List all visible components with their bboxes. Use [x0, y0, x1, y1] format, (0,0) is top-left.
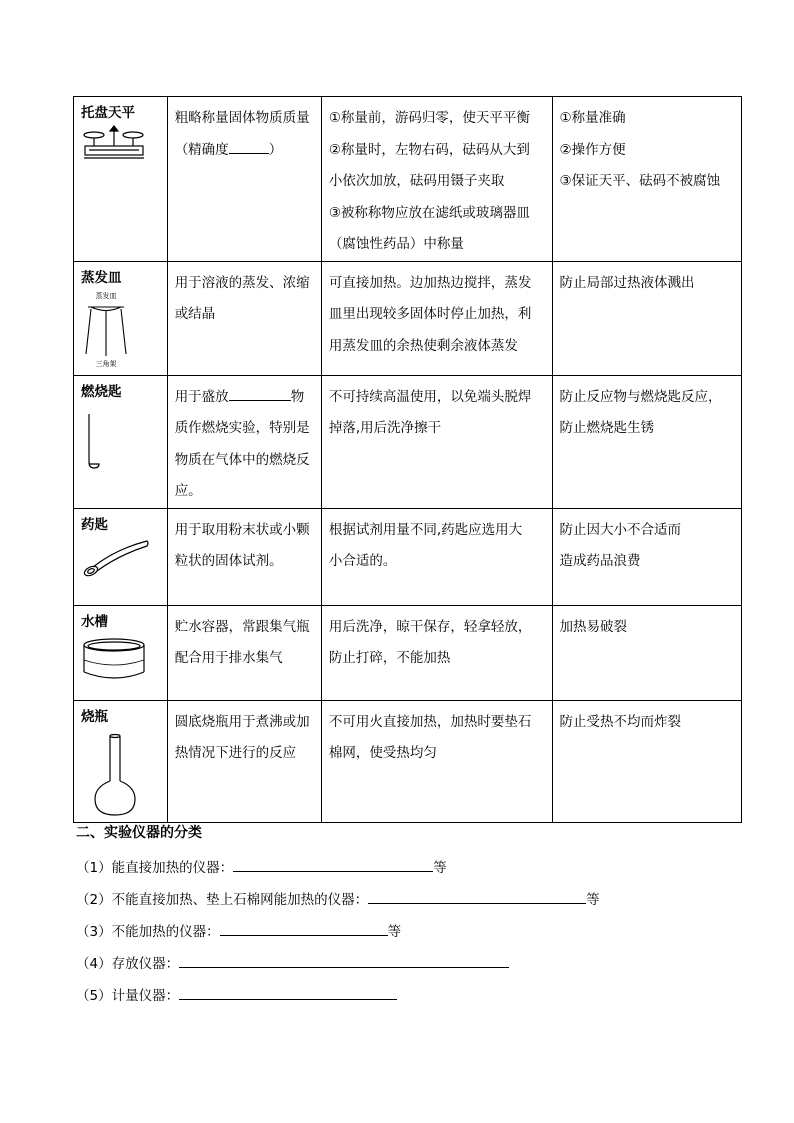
table-row: [74, 261, 742, 375]
notes-cell: [321, 375, 552, 508]
use-text: 或结晶: [174, 306, 216, 322]
item-suffix: 等: [387, 924, 402, 940]
classification-item: [76, 952, 509, 972]
reason-text: 防止燃烧匙生锈: [559, 420, 655, 436]
combustion-spoon-illustration: [81, 412, 111, 472]
use-text: （精确度 ）: [175, 135, 314, 167]
use-text: 应。: [174, 483, 202, 499]
answer-blank[interactable]: [179, 987, 397, 1000]
table-row: [74, 700, 742, 822]
use-text: 贮水容器，常跟集气瓶: [174, 618, 310, 635]
classification-item: [76, 888, 600, 908]
note-text: 防止打碎，不能加热: [328, 650, 451, 666]
note-text: 小依次加放，砝码用镊子夹取: [328, 173, 505, 189]
water-trough-illustration: [81, 636, 147, 682]
use-cell: [167, 605, 321, 700]
reason-text: 防止因大小不合适而: [559, 521, 682, 538]
instrument-name: 烧瓶: [81, 708, 108, 725]
use-cell: [167, 375, 321, 508]
use-text: 粗略称量固体物质质量: [174, 110, 310, 126]
balance-illustration: [81, 125, 147, 161]
note-text: 用蒸发皿的余热使剩余液体蒸发: [328, 337, 518, 354]
dish-label: 蒸发皿: [95, 291, 117, 300]
flask-illustration: [81, 733, 141, 817]
table-row: [74, 97, 742, 262]
note-text: 根据试剂用量不同,药匙应选用大: [328, 521, 523, 538]
reason-cell: [552, 375, 741, 508]
table-row: [74, 508, 742, 605]
note-text: 棉网，使受热均匀: [328, 745, 437, 761]
reason-text: 加热易破裂: [559, 618, 628, 635]
note-text: ①称量前，游码归零，使天平平衡: [328, 110, 530, 126]
note-text: 掉落,用后洗净擦干: [328, 420, 442, 436]
instrument-cell: [74, 97, 168, 262]
use-text: 配合用于排水集气: [174, 650, 283, 666]
answer-blank[interactable]: [229, 386, 291, 401]
item-label: （3）不能加热的仪器：: [76, 924, 220, 940]
note-text: 可直接加热。边加热边搅拌，蒸发: [328, 274, 532, 291]
reason-cell: [552, 97, 741, 262]
table-row: [74, 605, 742, 700]
item-suffix: 等: [433, 860, 447, 876]
evaporating-dish-illustration: [81, 290, 131, 368]
notes-cell: [321, 605, 552, 700]
instrument-cell: [74, 375, 168, 508]
note-text: （腐蚀性药品）中称量: [328, 236, 464, 252]
note-text: 不可用火直接加热，加热时要垫石: [328, 713, 532, 730]
classification-item: [76, 984, 397, 1004]
note-text: ②称量时，左物右码，砝码从大到: [328, 141, 530, 158]
use-text: 圆底烧瓶用于煮沸或加: [174, 713, 310, 730]
item-label: （4）存放仪器：: [76, 956, 180, 972]
notes-cell: [321, 700, 552, 822]
use-text: 用于取用粉末状或小颗: [174, 521, 310, 538]
item-suffix: 等: [586, 892, 600, 908]
note-text: 用后洗净，晾干保存，轻拿轻放，: [328, 618, 532, 635]
reason-text: 造成药品浪费: [559, 553, 641, 569]
reason-cell: [552, 605, 741, 700]
instrument-name: 水槽: [81, 613, 108, 630]
item-label: （1）能直接加热的仪器：: [76, 860, 234, 876]
instrument-cell: [74, 700, 168, 822]
reason-text: 防止局部过热液体溅出: [559, 274, 695, 291]
use-text: 热情况下进行的反应: [174, 745, 297, 761]
reason-cell: [552, 261, 741, 375]
table-row: [74, 375, 742, 508]
instrument-cell: [74, 605, 168, 700]
note-text: 不可持续高温使用，以免端头脱焊: [328, 388, 532, 405]
answer-blank[interactable]: [368, 891, 586, 904]
classification-item: [76, 856, 447, 876]
classification-item: [76, 920, 401, 940]
note-text: ③被称称物应放在滤纸或玻璃器皿: [328, 204, 530, 221]
reason-text: 防止反应物与燃烧匙反应，: [559, 388, 722, 405]
answer-blank[interactable]: [233, 859, 433, 872]
notes-cell: [321, 97, 552, 262]
use-text: 粒状的固体试剂。: [174, 553, 283, 569]
answer-blank[interactable]: [229, 139, 269, 154]
reason-cell: [552, 508, 741, 605]
reason-text: ③保证天平、砝码不被腐蚀: [559, 173, 721, 189]
reason-cell: [552, 700, 741, 822]
instrument-cell: [74, 261, 168, 375]
instrument-name: 燃烧匙: [81, 383, 122, 400]
answer-blank[interactable]: [220, 923, 388, 936]
note-text: 皿里出现较多固体时停止加热，利: [328, 306, 532, 322]
item-label: （5）计量仪器：: [76, 988, 180, 1004]
reason-text: 防止受热不均而炸裂: [559, 713, 682, 730]
instrument-name: 托盘天平: [81, 105, 135, 121]
notes-cell: [321, 508, 552, 605]
use-text: 用于盛放 物: [175, 382, 314, 414]
use-text: 质作燃烧实验，特别是: [174, 420, 310, 436]
use-cell: [167, 700, 321, 822]
medicine-spoon-illustration: [81, 537, 151, 579]
instrument-table: [73, 96, 742, 823]
notes-cell: [321, 261, 552, 375]
instrument-name: 药匙: [81, 516, 108, 533]
note-text: 小合适的。: [328, 553, 397, 569]
reason-text: ①称量准确: [559, 110, 626, 126]
tripod-label: 三角架: [95, 359, 117, 368]
use-cell: [167, 508, 321, 605]
use-cell: [167, 261, 321, 375]
item-label: （2）不能直接加热、垫上石棉网能加热的仪器：: [76, 892, 369, 908]
use-text: 用于溶液的蒸发、浓缩: [174, 274, 310, 291]
use-text: 物质在气体中的燃烧反: [174, 451, 310, 468]
reason-text: ②操作方便: [559, 141, 626, 158]
instrument-name: 蒸发皿: [81, 269, 122, 286]
instrument-cell: [74, 508, 168, 605]
section-title: 二、实验仪器的分类: [76, 825, 202, 841]
use-cell: [167, 97, 321, 262]
answer-blank[interactable]: [179, 955, 509, 968]
